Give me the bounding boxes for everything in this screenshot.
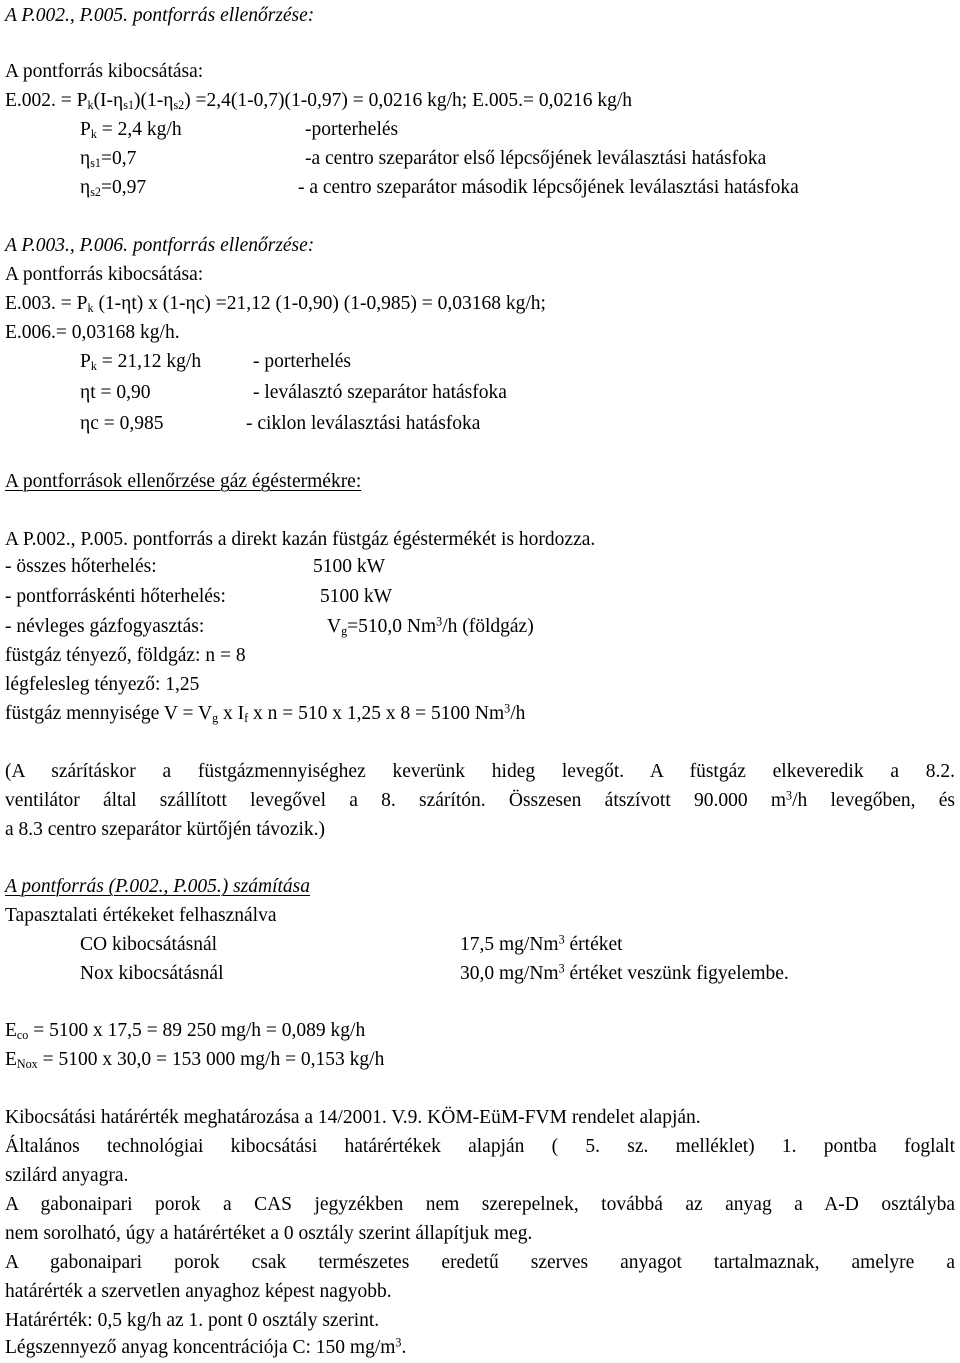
section1-formula: E.002. = $P_k(I-\eta_{s1})(1-\eta_{s2}) =2,4(1-0,7)(1-0,97) = 0,0216$ kg/h; E.005.= 0,0216 kg/h (5, 90, 633, 113)
param2-pk-desc: - porterhelés (253, 351, 351, 372)
nox-value: 30,0 mg/Nm$^3$ értéket veszünk figyelembe. (460, 961, 789, 984)
limit-paragraph-4-line-1: A gabonaipari porok csak természetes eredetű szerves anyagot tartalmaznak, amelyre a (5, 1252, 955, 1273)
gas-consumption-label: - névleges gázfogyasztás: (5, 616, 205, 637)
limit-paragraph-2-line-2: szilárd anyagra. (5, 1165, 129, 1186)
section2-formula: E.003. = $P_k$ (1-ηt) x (1-ηc) =21,12 (1-0,90) (1-0,985) = 0,03168 kg/h; (5, 293, 546, 316)
section3-heading: A pontforrások ellenőrzése gáz égéstermékre: (5, 471, 362, 492)
gas-consumption-value: $V_g=510,0$ Nm$^3$/h (földgáz) (327, 614, 534, 639)
section4-intro: Tapasztalati értékeket felhasználva (5, 905, 277, 926)
fluegas-volume: füstgáz mennyisége $V = V_g$ x $I_f$ x n = 510 x 1,25 x 8 = 5100 Nm$^3$/h (5, 701, 526, 726)
param2-eta-c-desc: - ciklon leválasztási hatásfoka (246, 413, 481, 434)
eco-formula: $E_{co} = 5100$ x 17,5 = 89 250 mg/h = 0,089 kg/h (5, 1020, 366, 1043)
nox-label: Nox kibocsátásnál (80, 963, 224, 984)
param2-eta-c: ηc = 0,985 (80, 413, 164, 434)
enox-formula: $E_{Nox} = 5100$ x 30,0 = 153 000 mg/h = 0,153 kg/h (5, 1049, 385, 1072)
note-line-3: a 8.3 centro szeparátor kürtőjén távozik.) (5, 819, 325, 840)
section4-heading: A pontforrás (P.002., P.005.) számítása (5, 876, 311, 897)
section1-title: A P.002., P.005. pontforrás ellenőrzése: (5, 5, 315, 26)
pollutant-concentration: Légszennyező anyag koncentrációja C: 150 $mg/m^3$. (5, 1335, 407, 1358)
limit-paragraph-1: Kibocsátási határérték meghatározása a 14/2001. V.9. KÖM-EüM-FVM rendelet alapján. (5, 1107, 701, 1128)
section2-title: A P.003., P.006. pontforrás ellenőrzése: (5, 235, 315, 256)
limit-paragraph-4-line-2: határérték a szervetlen anyaghoz képest nagyobb. (5, 1281, 392, 1302)
total-heat-label: - összes hőterhelés: (5, 556, 157, 577)
excess-air-factor: légfelesleg tényező: 1,25 (5, 674, 200, 695)
limit-paragraph-3-line-2: nem sorolható, úgy a határértéket a 0 osztály szerint állapítjuk meg. (5, 1223, 533, 1244)
limit-paragraph-2-line-1: Általános technológiai kibocsátási határértékek alapján ( 5. sz. melléklet) 1. pontba foglalt (5, 1136, 955, 1157)
total-heat-value: 5100 kW (313, 556, 386, 577)
limit-value: Határérték: 0,5 kg/h az 1. pont 0 osztály szerint. (5, 1310, 380, 1331)
limit-paragraph-3-line-1: A gabonaipari porok a CAS jegyzékben nem szerepelnek, továbbá az anyag a A-D osztályba (5, 1194, 955, 1215)
note-line-2: ventilátor által szállított levegővel a 8. szárítón. Összesen átszívott 90.000 $m^3/h$ levegőben, és (5, 788, 955, 811)
param2-pk: $P_k = 21,12$ kg/h (80, 351, 202, 374)
co-value: 17,5 mg/Nm$^3$ értéket (460, 932, 623, 955)
param2-eta-t-desc: - leválasztó szeparátor hatásfoka (253, 382, 507, 403)
param-eta-s1-desc: -a centro szeparátor első lépcsőjének leválasztási hatásfoka (305, 148, 767, 169)
section3-intro: A P.002., P.005. pontforrás a direkt kazán füstgáz égéstermékét is hordozza. (5, 529, 596, 550)
section2-formula2: E.006.= 0,03168 kg/h. (5, 322, 180, 343)
co-label: CO kibocsátásnál (80, 934, 218, 955)
param2-eta-t: ηt = 0,90 (80, 382, 151, 403)
param-eta-s1: $\eta_{s1}=0,7$ (80, 148, 137, 171)
section1-subtitle: A pontforrás kibocsátása: (5, 61, 204, 82)
param-pk: $P_k = 2,4$ kg/h (80, 119, 182, 142)
fluegas-factor: füstgáz tényező, földgáz: n = 8 (5, 645, 246, 666)
note-line-1: (A szárításkor a füstgázmennyiséghez keverünk hideg levegőt. A füstgáz elkeveredik a 8.2. (5, 761, 955, 782)
section2-subtitle: A pontforrás kibocsátása: (5, 264, 204, 285)
param-eta-s2: $\eta_{s2}=0,97$ (80, 177, 147, 200)
point-heat-label: - pontforráskénti hőterhelés: (5, 586, 226, 607)
param-eta-s2-desc: - a centro szeparátor második lépcsőjének leválasztási hatásfoka (298, 177, 799, 198)
point-heat-value: 5100 kW (320, 586, 393, 607)
param-pk-desc: -porterhelés (305, 119, 399, 140)
